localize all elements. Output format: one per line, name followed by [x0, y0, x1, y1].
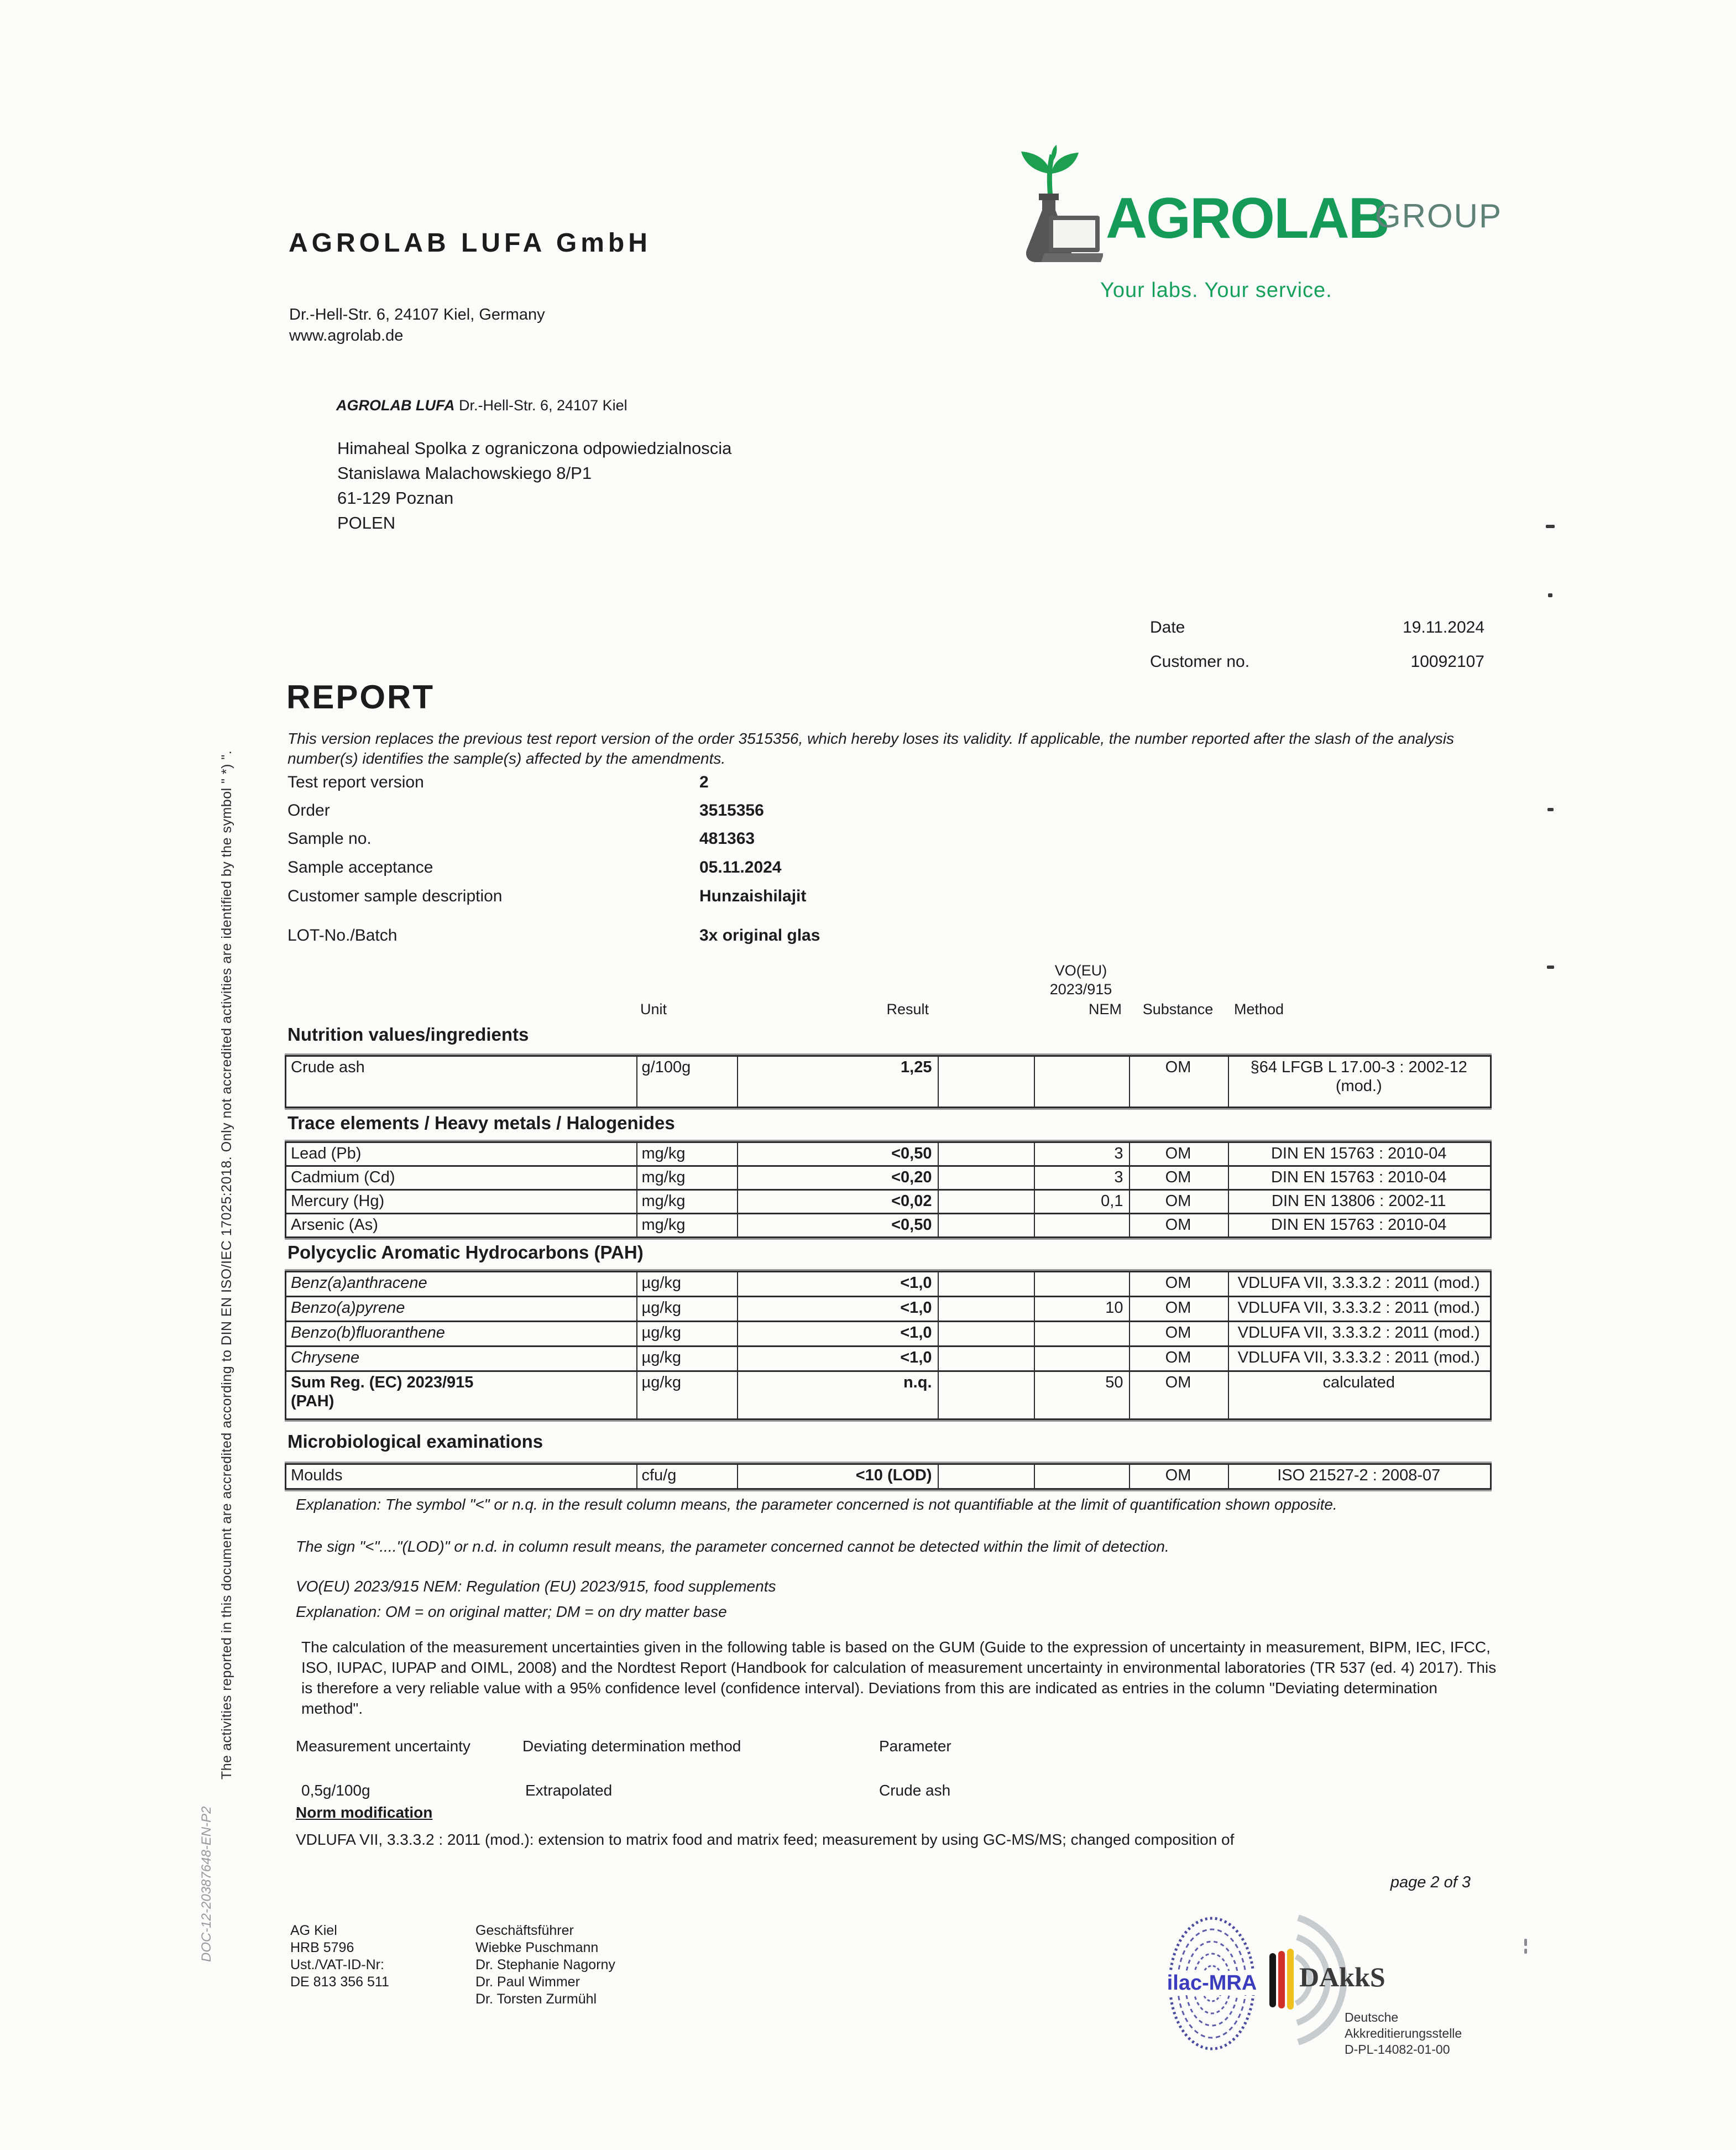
- uncertainty-col-header: Measurement uncertainty: [296, 1737, 470, 1755]
- sender-line: [336, 397, 628, 414]
- result-cell: n.q.: [738, 1371, 938, 1420]
- detail-value: 2: [699, 773, 709, 791]
- substance-cell: OM: [1130, 1142, 1228, 1166]
- uncertainty-col-header: Parameter: [879, 1737, 951, 1755]
- recipient-line: Stanislawa Malachowskiego 8/P1: [337, 463, 592, 483]
- registry-line: Ust./VAT-ID-Nr:: [290, 1957, 384, 1972]
- substance-cell: OM: [1130, 1464, 1228, 1489]
- nem-cell: [1034, 1464, 1130, 1489]
- customer-no-label: Customer no.: [1150, 653, 1250, 671]
- result-cell: <0,02: [738, 1190, 938, 1214]
- recipient-line: POLEN: [337, 513, 396, 533]
- manager-name: Dr. Stephanie Nagorny: [475, 1957, 615, 1972]
- customer-no-value: 10092107: [1410, 653, 1484, 671]
- detail-label: Sample no.: [287, 829, 372, 848]
- column-header-unit: Unit: [640, 1001, 667, 1017]
- column-header-nem: NEM: [1089, 1001, 1122, 1017]
- detail-label: Order: [287, 801, 330, 820]
- method-cell: ISO 21527-2 : 2008-07: [1228, 1464, 1491, 1489]
- empty-cell: [938, 1464, 1034, 1489]
- scan-artifact-mark: [1548, 593, 1552, 597]
- result-cell: <0,50: [738, 1142, 938, 1166]
- uncertainty-value: 0,5g/100g: [301, 1782, 370, 1799]
- parameter-name: Moulds: [286, 1464, 637, 1489]
- column-header-substance: Substance: [1142, 1001, 1214, 1017]
- nem-cell: [1034, 1214, 1130, 1238]
- result-cell: <0,50: [738, 1214, 938, 1238]
- empty-cell: [938, 1371, 1034, 1420]
- empty-cell: [938, 1347, 1034, 1371]
- nem-cell: 0,1: [1034, 1190, 1130, 1214]
- parameter-line: Sum Reg. (EC) 2023/915: [291, 1374, 474, 1391]
- unit-cell: mg/kg: [637, 1142, 738, 1166]
- detail-value: 481363: [699, 829, 755, 848]
- company-address: Dr.-Hell-Str. 6, 24107 Kiel, Germany: [289, 306, 545, 323]
- management-title: Geschäftsführer: [475, 1923, 574, 1938]
- table-row: [286, 1297, 1491, 1322]
- registry-line: DE 813 356 511: [290, 1974, 389, 1990]
- method-cell: DIN EN 15763 : 2010-04: [1228, 1166, 1491, 1190]
- detail-label: Test report version: [287, 773, 424, 791]
- parameter-name: Mercury (Hg): [286, 1190, 637, 1214]
- nutrition-table: [285, 1055, 1492, 1108]
- nem-cell: 10: [1034, 1297, 1130, 1322]
- microbiology-table: [285, 1463, 1492, 1490]
- empty-cell: [938, 1214, 1034, 1238]
- scan-artifact-mark: [1547, 966, 1554, 969]
- plant-flask-laptop-icon: [998, 145, 1103, 272]
- lod-note: The sign "<"...."(LOD)" or n.d. in column result means, the parameter concerned cannot be detected within the limit of detection.: [296, 1538, 1169, 1555]
- dakks-subtitle: Deutsche: [1345, 2010, 1399, 2024]
- detail-label: Customer sample description: [287, 887, 503, 905]
- table-row: [286, 1464, 1491, 1489]
- nem-cell: [1034, 1347, 1130, 1371]
- gum-paragraph: The calculation of the measurement uncertainties given in the following table is based on the GUM (Guide to the expression of uncertainty in measurement, BIPM, IEC, IFCC, ISO, IUPAC, IUPAP and OIML, 2008) and the Nordtest Report (Handbook for calculation of measurement uncertainty in environmental laboratories (TR 537 (ed. 4) 2017). This is therefore a very reliable value with a 95% confidence level (confidence interval). Deviations from this are indicated as entries in the column "Deviating determination method".: [301, 1638, 1497, 1717]
- vo-nem-note: VO(EU) 2023/915 NEM: Regulation (EU) 2023/915, food supplements: [296, 1578, 776, 1595]
- unit-cell: g/100g: [637, 1056, 738, 1108]
- table-row: [286, 1056, 1491, 1108]
- parameter-line: (PAH): [291, 1392, 334, 1410]
- method-cell: DIN EN 13806 : 2002-11: [1228, 1190, 1491, 1214]
- substance-cell: OM: [1130, 1297, 1228, 1322]
- parameter-name: Benzo(b)fluoranthene: [286, 1322, 637, 1347]
- detail-value: 05.11.2024: [699, 858, 782, 876]
- method-cell: [1228, 1056, 1491, 1108]
- parameter-name: Chrysene: [286, 1347, 637, 1371]
- page-indicator: page 2 of 3: [1390, 1874, 1471, 1891]
- table-row: [286, 1322, 1491, 1347]
- detail-value: Hunzaishilajit: [699, 887, 807, 905]
- svg-text:ilac-MRA: ilac-MRA: [1168, 1971, 1256, 1995]
- empty-cell: [938, 1056, 1034, 1108]
- pah-table: [285, 1271, 1492, 1420]
- detail-label: Sample acceptance: [287, 858, 433, 876]
- nem-cell: 50: [1034, 1371, 1130, 1420]
- section-heading-micro: Microbiological examinations: [287, 1431, 543, 1452]
- sender-name: AGROLAB LUFA: [336, 397, 455, 414]
- unit-cell: µg/kg: [637, 1371, 738, 1420]
- nem-cell: 3: [1034, 1142, 1130, 1166]
- result-cell: <0,20: [738, 1166, 938, 1190]
- norm-modification-text: VDLUFA VII, 3.3.3.2 : 2011 (mod.): extension to matrix food and matrix feed; measurement by using GC-MS/MS; changed composition of: [296, 1831, 1235, 1848]
- column-header-method: Method: [1234, 1001, 1284, 1017]
- empty-cell: [938, 1272, 1034, 1297]
- detail-value: 3x original glas: [699, 926, 820, 944]
- table-row: [286, 1371, 1491, 1420]
- nem-cell: [1034, 1272, 1130, 1297]
- nem-cell: 3: [1034, 1166, 1130, 1190]
- method-cell: DIN EN 15763 : 2010-04: [1228, 1142, 1491, 1166]
- scan-artifact-mark: [1524, 1939, 1527, 1946]
- uncertainty-col-header: Deviating determination method: [522, 1737, 741, 1755]
- substance-cell: OM: [1130, 1190, 1228, 1214]
- explanation-note: Explanation: The symbol "<" or n.q. in the result column means, the parameter concerned is not quantifiable at the limit of quantification shown opposite.: [296, 1496, 1337, 1513]
- recipient-line: 61-129 Poznan: [337, 488, 454, 508]
- uncertainty-method: Extrapolated: [525, 1782, 613, 1799]
- manager-name: Dr. Torsten Zurmühl: [475, 1991, 597, 2007]
- unit-cell: µg/kg: [637, 1272, 738, 1297]
- table-row: [286, 1190, 1491, 1214]
- substance-cell: OM: [1130, 1272, 1228, 1297]
- empty-cell: [938, 1297, 1034, 1322]
- method-line: §64 LFGB L 17.00-3 : 2002-12: [1250, 1058, 1467, 1076]
- substance-cell: OM: [1130, 1322, 1228, 1347]
- parameter-name: Crude ash: [286, 1056, 637, 1108]
- scan-artifact-mark: [1524, 1949, 1527, 1954]
- document-id-margin: DOC-12-20387648-EN-P2: [199, 1806, 214, 1962]
- brand-tagline: Your labs. Your service.: [1100, 279, 1332, 302]
- parameter-name: [286, 1371, 637, 1420]
- unit-cell: µg/kg: [637, 1347, 738, 1371]
- scan-artifact-mark: [1547, 808, 1554, 811]
- substance-cell: OM: [1130, 1056, 1228, 1108]
- manager-name: Wiebke Puschmann: [475, 1940, 599, 1955]
- dakks-wordmark: DAkkS: [1299, 1961, 1385, 1992]
- registry-line: AG Kiel: [290, 1923, 337, 1938]
- column-header-vo2: 2023/915: [1049, 981, 1112, 998]
- unit-cell: µg/kg: [637, 1322, 738, 1347]
- nem-cell: [1034, 1056, 1130, 1108]
- result-cell: <1,0: [738, 1322, 938, 1347]
- result-cell: <10 (LOD): [738, 1464, 938, 1489]
- substance-cell: OM: [1130, 1371, 1228, 1420]
- column-header-vo: VO(EU): [1054, 962, 1107, 979]
- nem-cell: [1034, 1322, 1130, 1347]
- table-row: [286, 1214, 1491, 1238]
- om-dm-note: Explanation: OM = on original matter; DM = on dry matter base: [296, 1603, 727, 1620]
- substance-cell: OM: [1130, 1214, 1228, 1238]
- method-cell: calculated: [1228, 1371, 1491, 1420]
- brand-wordmark: AGROLAB: [1106, 186, 1389, 251]
- result-cell: <1,0: [738, 1297, 938, 1322]
- dakks-subtitle: Akkreditierungsstelle: [1345, 2026, 1462, 2041]
- detail-value: 3515356: [699, 801, 764, 820]
- brand-suffix: GROUP: [1375, 197, 1503, 234]
- section-heading-trace: Trace elements / Heavy metals / Halogenides: [287, 1113, 675, 1133]
- parameter-name: Cadmium (Cd): [286, 1166, 637, 1190]
- unit-cell: mg/kg: [637, 1214, 738, 1238]
- sender-address: Dr.-Hell-Str. 6, 24107 Kiel: [454, 397, 628, 414]
- method-cell: VDLUFA VII, 3.3.3.2 : 2011 (mod.): [1228, 1322, 1491, 1347]
- parameter-name: Benzo(a)pyrene: [286, 1297, 637, 1322]
- unit-cell: mg/kg: [637, 1166, 738, 1190]
- parameter-name: Benz(a)anthracene: [286, 1272, 637, 1297]
- method-cell: VDLUFA VII, 3.3.3.2 : 2011 (mod.): [1228, 1297, 1491, 1322]
- detail-label: LOT-No./Batch: [287, 926, 398, 944]
- registry-line: HRB 5796: [290, 1940, 354, 1955]
- company-website: www.agrolab.de: [289, 327, 404, 345]
- empty-cell: [938, 1166, 1034, 1190]
- section-heading-nutrition: Nutrition values/ingredients: [287, 1024, 529, 1045]
- unit-cell: µg/kg: [637, 1297, 738, 1322]
- ilac-mra-seal: [1168, 1914, 1256, 2053]
- date-value: 19.11.2024: [1403, 618, 1484, 636]
- table-row: [286, 1347, 1491, 1371]
- date-label: Date: [1150, 618, 1185, 636]
- parameter-name: Arsenic (As): [286, 1214, 637, 1238]
- uncertainty-parameter: Crude ash: [879, 1782, 951, 1799]
- dakks-seal: [1265, 1912, 1519, 2078]
- accreditation-margin-note: The activities reported in this document are accredited according to DIN EN ISO/IEC 17025:2018. Only not accredited activities are identified by the symbol " *) ".: [219, 750, 234, 1780]
- ilac-mra-icon: [1168, 1914, 1256, 2053]
- dakks-accreditation-id: D-PL-14082-01-00: [1345, 2042, 1450, 2057]
- substance-cell: OM: [1130, 1166, 1228, 1190]
- norm-modification-heading: Norm modification: [296, 1804, 433, 1821]
- unit-cell: cfu/g: [637, 1464, 738, 1489]
- method-cell: VDLUFA VII, 3.3.3.2 : 2011 (mod.): [1228, 1272, 1491, 1297]
- method-cell: VDLUFA VII, 3.3.3.2 : 2011 (mod.): [1228, 1347, 1491, 1371]
- empty-cell: [938, 1142, 1034, 1166]
- substance-cell: OM: [1130, 1347, 1228, 1371]
- table-row: [286, 1272, 1491, 1297]
- scan-artifact-mark: [1546, 525, 1555, 528]
- unit-cell: mg/kg: [637, 1190, 738, 1214]
- empty-cell: [938, 1322, 1034, 1347]
- agrolab-group-logo: [998, 143, 1540, 314]
- company-title: AGROLAB LUFA GmbH: [289, 228, 651, 258]
- column-header-result: Result: [886, 1001, 929, 1017]
- report-disclaimer: This version replaces the previous test report version of the order 3515356, which hereby loses its validity. If applicable, the number reported after the slash of the analysis number(s) identifies the sample(s) affected by the amendments.: [287, 730, 1454, 767]
- empty-cell: [938, 1190, 1034, 1214]
- manager-name: Dr. Paul Wimmer: [475, 1974, 580, 1990]
- table-row: [286, 1142, 1491, 1166]
- method-line: (mod.): [1335, 1077, 1382, 1095]
- result-cell: <1,0: [738, 1347, 938, 1371]
- parameter-name: Lead (Pb): [286, 1142, 637, 1166]
- method-cell: DIN EN 15763 : 2010-04: [1228, 1214, 1491, 1238]
- section-heading-pah: Polycyclic Aromatic Hydrocarbons (PAH): [287, 1242, 644, 1262]
- table-row: [286, 1166, 1491, 1190]
- trace-elements-table: [285, 1141, 1492, 1238]
- result-cell: <1,0: [738, 1272, 938, 1297]
- result-cell: 1,25: [738, 1056, 938, 1108]
- recipient-line: Himaheal Spolka z ograniczona odpowiedzialnoscia: [337, 439, 732, 458]
- report-title: REPORT: [286, 679, 435, 716]
